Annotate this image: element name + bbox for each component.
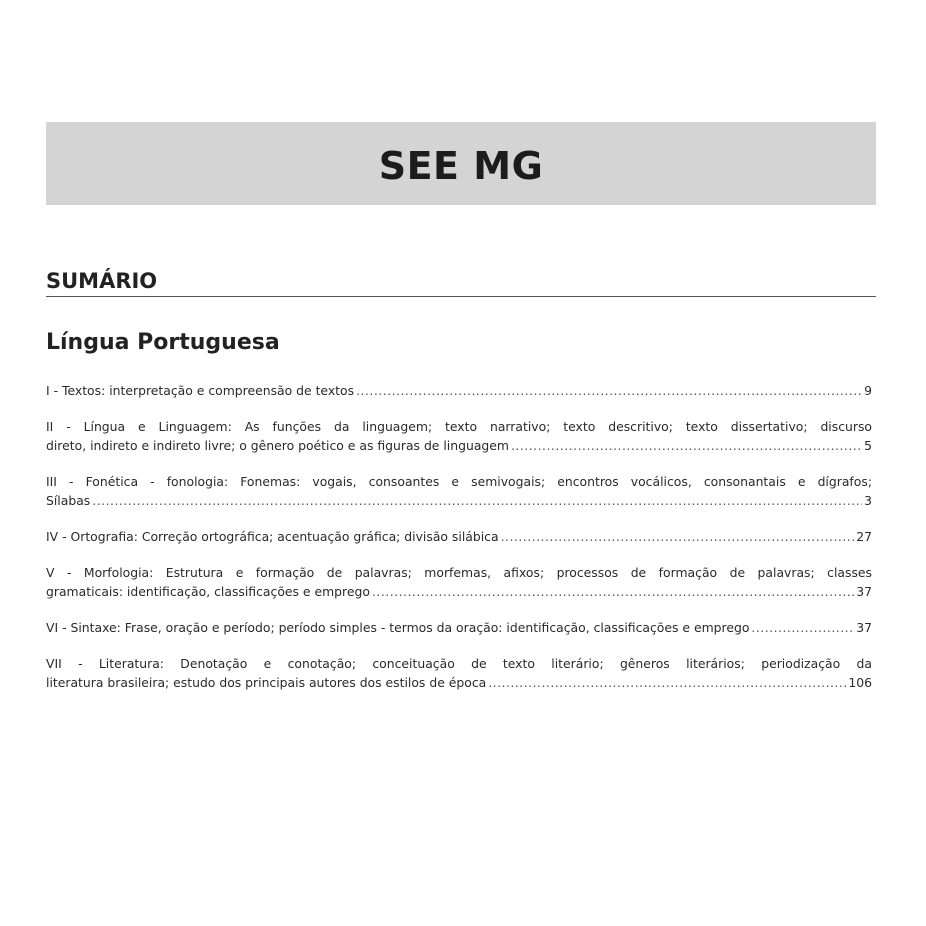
toc-entry-text: IV - Ortografia: Correção ortográfica; acentuação gráfica; divisão silábica [46,529,499,544]
toc-entry-text: Sílabas [46,493,91,508]
toc-entry[interactable] [46,618,872,637]
toc-page-number: 3 [864,493,872,508]
toc-entry-first-line: II - Língua e Linguagem: As funções da linguagem; texto narrativo; texto descritivo; texto dissertativo; discurso [46,419,872,434]
toc-leader-dots [372,582,854,601]
toc-page-number: 9 [864,383,872,398]
toc-entry-text: VI - Sintaxe: Frase, oração e período; período simples - termos da oração: identificação, classificações e emprego [46,620,750,635]
toc-page-number: 5 [864,438,872,453]
section-title: Língua Portuguesa [46,330,280,355]
toc-entry[interactable] [46,654,872,692]
toc-entry-line [46,436,872,455]
summary-heading [46,266,876,297]
toc-entry[interactable] [46,381,872,400]
toc-entry-text: gramaticais: identificação, classificações e emprego [46,584,370,599]
toc-leader-dots [356,381,862,400]
toc-page-number: 37 [856,584,872,599]
page-title: SEE MG [378,143,544,188]
toc-entry-line [46,491,872,510]
toc-entry-first-line: V - Morfologia: Estrutura e formação de palavras; morfemas, afixos; processos de formação de palavras; classes [46,565,872,580]
toc-page-number: 27 [856,529,872,544]
toc-leader-dots [92,491,862,510]
toc-entry-first-line: VII - Literatura: Denotação e conotação; conceituação de texto literário; gêneros literários; periodização da [46,656,872,671]
toc-leader-dots [511,436,862,455]
toc-page-number: 37 [856,620,872,635]
toc-entry[interactable] [46,563,872,601]
toc-entry[interactable] [46,472,872,510]
table-of-contents [46,381,872,709]
toc-entry-line [46,582,872,601]
toc-entry-text: I - Textos: interpretação e compreensão de textos [46,383,355,398]
toc-entry[interactable] [46,417,872,455]
toc-entry-line [46,618,872,637]
toc-leader-dots [751,618,854,637]
toc-entry-line [46,381,872,400]
toc-page-number: 106 [848,675,872,690]
header-band [46,122,876,205]
toc-entry-line [46,673,872,692]
toc-entry-text: direto, indireto e indireto livre; o gênero poético e as figuras de linguagem [46,438,509,453]
toc-entry-first-line: III - Fonética - fonologia: Fonemas: vogais, consoantes e semivogais; encontros vocálicos, consonantais e dígrafos; [46,474,872,489]
toc-entry-line [46,527,872,546]
toc-entry[interactable] [46,527,872,546]
toc-entry-text: literatura brasileira; estudo dos principais autores dos estilos de época [46,675,487,690]
summary-title: SUMÁRIO [46,269,158,293]
toc-leader-dots [488,673,846,692]
toc-leader-dots [501,527,855,546]
